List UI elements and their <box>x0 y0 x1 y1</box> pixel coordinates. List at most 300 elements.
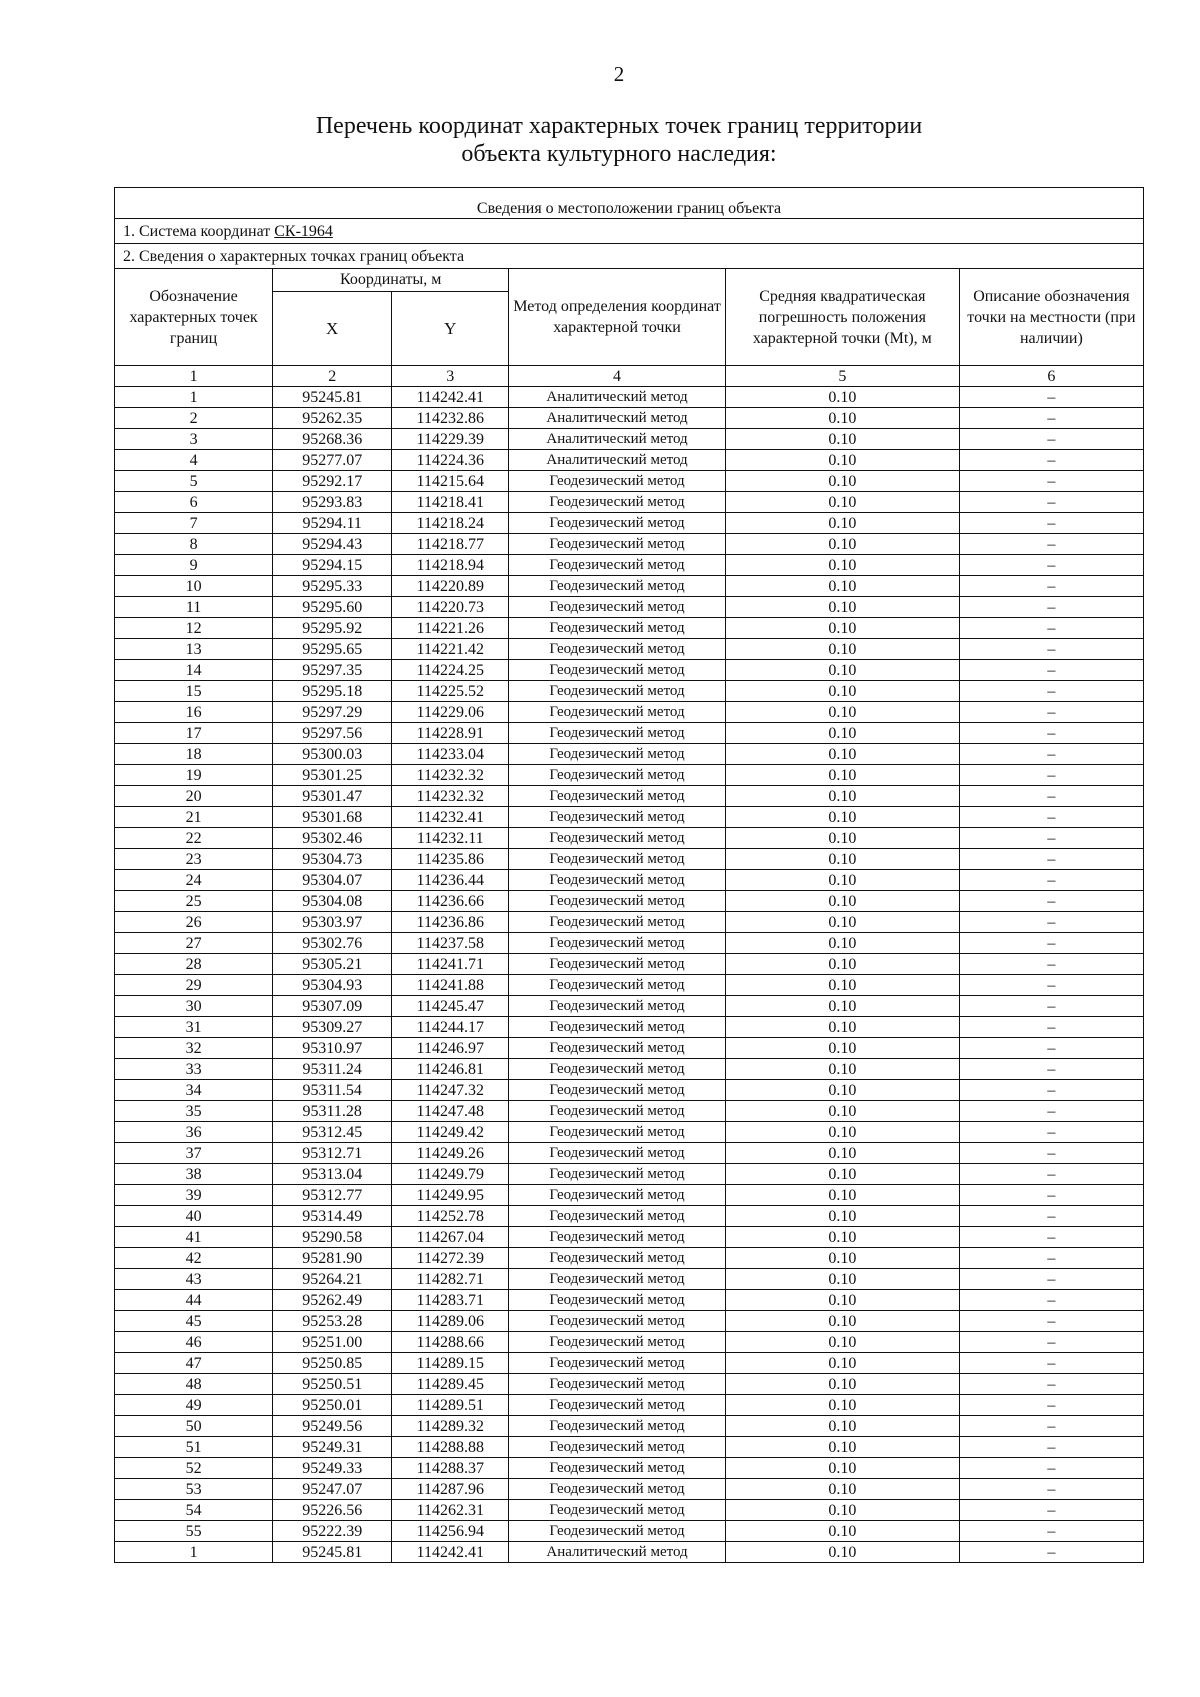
coord-x: 95301.25 <box>273 765 392 786</box>
method: Геодезический метод <box>509 1101 726 1122</box>
accuracy: 0.10 <box>725 387 959 408</box>
coord-y: 114237.58 <box>392 933 509 954</box>
accuracy: 0.10 <box>725 1437 959 1458</box>
point-number: 25 <box>115 891 273 912</box>
coord-y: 114289.51 <box>392 1395 509 1416</box>
method: Геодезический метод <box>509 597 726 618</box>
coord-y: 114215.64 <box>392 471 509 492</box>
method: Аналитический метод <box>509 1542 726 1563</box>
method: Геодезический метод <box>509 639 726 660</box>
accuracy: 0.10 <box>725 765 959 786</box>
coord-y: 114247.48 <box>392 1101 509 1122</box>
table-row <box>115 1458 1144 1479</box>
point-number: 31 <box>115 1017 273 1038</box>
accuracy: 0.10 <box>725 576 959 597</box>
coord-y: 114224.25 <box>392 660 509 681</box>
method: Геодезический метод <box>509 492 726 513</box>
table-row <box>115 1101 1144 1122</box>
coord-y: 114256.94 <box>392 1521 509 1542</box>
coord-y: 114249.95 <box>392 1185 509 1206</box>
coord-x: 95305.21 <box>273 954 392 975</box>
coord-x: 95295.60 <box>273 597 392 618</box>
coord-x: 95312.77 <box>273 1185 392 1206</box>
table-row <box>115 1374 1144 1395</box>
method: Аналитический метод <box>509 387 726 408</box>
method: Геодезический метод <box>509 1080 726 1101</box>
description: – <box>959 1059 1143 1080</box>
description: – <box>959 597 1143 618</box>
description: – <box>959 744 1143 765</box>
coord-y: 114289.32 <box>392 1416 509 1437</box>
table-row <box>115 702 1144 723</box>
point-number: 38 <box>115 1164 273 1185</box>
coord-x: 95247.07 <box>273 1479 392 1500</box>
description: – <box>959 912 1143 933</box>
table-row <box>115 513 1144 534</box>
point-number: 33 <box>115 1059 273 1080</box>
coord-x: 95304.07 <box>273 870 392 891</box>
table-row <box>115 387 1144 408</box>
header-designation: Обозначение характерных точек границ <box>115 269 273 366</box>
table-row <box>115 1416 1144 1437</box>
method: Геодезический метод <box>509 1521 726 1542</box>
coord-x: 95297.56 <box>273 723 392 744</box>
accuracy: 0.10 <box>725 639 959 660</box>
table-row <box>115 1521 1144 1542</box>
description: – <box>959 975 1143 996</box>
coord-x: 95300.03 <box>273 744 392 765</box>
table-row <box>115 1311 1144 1332</box>
header-accuracy: Средняя квадратическая погрешность положения характерной точки (Mt), м <box>725 269 959 366</box>
coord-y: 114246.81 <box>392 1059 509 1080</box>
method: Геодезический метод <box>509 1122 726 1143</box>
coord-x: 95311.28 <box>273 1101 392 1122</box>
description: – <box>959 702 1143 723</box>
accuracy: 0.10 <box>725 1185 959 1206</box>
table-row <box>115 1479 1144 1500</box>
accuracy: 0.10 <box>725 933 959 954</box>
coord-y: 114272.39 <box>392 1248 509 1269</box>
method: Геодезический метод <box>509 1416 726 1437</box>
table-row <box>115 1185 1144 1206</box>
table-row <box>115 1164 1144 1185</box>
description: – <box>959 1521 1143 1542</box>
coord-y: 114288.88 <box>392 1437 509 1458</box>
description: – <box>959 492 1143 513</box>
coord-x: 95264.21 <box>273 1269 392 1290</box>
coord-y: 114221.42 <box>392 639 509 660</box>
coord-y: 114282.71 <box>392 1269 509 1290</box>
method: Геодезический метод <box>509 912 726 933</box>
description: – <box>959 849 1143 870</box>
method: Геодезический метод <box>509 1143 726 1164</box>
method: Геодезический метод <box>509 1248 726 1269</box>
point-number: 53 <box>115 1479 273 1500</box>
description: – <box>959 1269 1143 1290</box>
table-row <box>115 849 1144 870</box>
description: – <box>959 1437 1143 1458</box>
accuracy: 0.10 <box>725 1248 959 1269</box>
coord-x: 95302.46 <box>273 828 392 849</box>
coord-y: 114235.86 <box>392 849 509 870</box>
column-number: 1 <box>115 366 273 387</box>
method: Геодезический метод <box>509 996 726 1017</box>
method: Геодезический метод <box>509 1479 726 1500</box>
method: Геодезический метод <box>509 1500 726 1521</box>
coord-x: 95310.97 <box>273 1038 392 1059</box>
method: Геодезический метод <box>509 933 726 954</box>
table-row <box>115 1059 1144 1080</box>
coord-y: 114229.39 <box>392 429 509 450</box>
description: – <box>959 1332 1143 1353</box>
coord-y: 114288.37 <box>392 1458 509 1479</box>
coord-y: 114288.66 <box>392 1332 509 1353</box>
accuracy: 0.10 <box>725 1164 959 1185</box>
description: – <box>959 471 1143 492</box>
coord-x: 95312.71 <box>273 1143 392 1164</box>
point-number: 17 <box>115 723 273 744</box>
table-row <box>115 954 1144 975</box>
coord-y: 114229.06 <box>392 702 509 723</box>
table-row <box>115 723 1144 744</box>
coord-y: 114233.04 <box>392 744 509 765</box>
point-number: 52 <box>115 1458 273 1479</box>
table-row <box>115 618 1144 639</box>
coord-x: 95307.09 <box>273 996 392 1017</box>
method: Аналитический метод <box>509 429 726 450</box>
accuracy: 0.10 <box>725 492 959 513</box>
coord-y: 114289.45 <box>392 1374 509 1395</box>
point-number: 35 <box>115 1101 273 1122</box>
description: – <box>959 1206 1143 1227</box>
coord-y: 114218.41 <box>392 492 509 513</box>
accuracy: 0.10 <box>725 807 959 828</box>
method: Геодезический метод <box>509 1269 726 1290</box>
table-row <box>115 975 1144 996</box>
coord-x: 95245.81 <box>273 387 392 408</box>
coord-x: 95245.81 <box>273 1542 392 1563</box>
method: Геодезический метод <box>509 681 726 702</box>
accuracy: 0.10 <box>725 1101 959 1122</box>
table-row <box>115 1080 1144 1101</box>
table-row <box>115 744 1144 765</box>
accuracy: 0.10 <box>725 912 959 933</box>
coord-x: 95290.58 <box>273 1227 392 1248</box>
coord-y: 114287.96 <box>392 1479 509 1500</box>
point-number: 54 <box>115 1500 273 1521</box>
coord-y: 114242.41 <box>392 1542 509 1563</box>
description: – <box>959 870 1143 891</box>
method: Геодезический метод <box>509 975 726 996</box>
method: Геодезический метод <box>509 534 726 555</box>
table-row <box>115 870 1144 891</box>
accuracy: 0.10 <box>725 534 959 555</box>
description: – <box>959 576 1143 597</box>
table-row <box>115 681 1144 702</box>
method: Геодезический метод <box>509 1437 726 1458</box>
coord-x: 95297.35 <box>273 660 392 681</box>
description: – <box>959 1017 1143 1038</box>
point-number: 34 <box>115 1080 273 1101</box>
accuracy: 0.10 <box>725 1479 959 1500</box>
column-number: 2 <box>273 366 392 387</box>
point-number: 21 <box>115 807 273 828</box>
accuracy: 0.10 <box>725 471 959 492</box>
coord-y: 114236.66 <box>392 891 509 912</box>
coord-x: 95262.49 <box>273 1290 392 1311</box>
table-row <box>115 912 1144 933</box>
coord-x: 95297.29 <box>273 702 392 723</box>
point-number: 15 <box>115 681 273 702</box>
table-row <box>115 408 1144 429</box>
description: – <box>959 723 1143 744</box>
table-row <box>115 639 1144 660</box>
table-row <box>115 660 1144 681</box>
point-number: 29 <box>115 975 273 996</box>
accuracy: 0.10 <box>725 1269 959 1290</box>
accuracy: 0.10 <box>725 723 959 744</box>
table-row <box>115 891 1144 912</box>
point-number: 49 <box>115 1395 273 1416</box>
point-number: 27 <box>115 933 273 954</box>
table-caption: Сведения о местоположении границ объекта <box>115 188 1144 219</box>
method: Геодезический метод <box>509 1059 726 1080</box>
method: Геодезический метод <box>509 702 726 723</box>
table-row <box>115 786 1144 807</box>
point-number: 16 <box>115 702 273 723</box>
coord-y: 114249.26 <box>392 1143 509 1164</box>
point-number: 24 <box>115 870 273 891</box>
point-number: 43 <box>115 1269 273 1290</box>
point-number: 23 <box>115 849 273 870</box>
coord-y: 114249.79 <box>392 1164 509 1185</box>
coord-x: 95262.35 <box>273 408 392 429</box>
accuracy: 0.10 <box>725 1521 959 1542</box>
point-number: 44 <box>115 1290 273 1311</box>
accuracy: 0.10 <box>725 1059 959 1080</box>
method: Геодезический метод <box>509 1206 726 1227</box>
coord-x: 95309.27 <box>273 1017 392 1038</box>
coord-x: 95295.33 <box>273 576 392 597</box>
coord-x: 95277.07 <box>273 450 392 471</box>
point-number: 50 <box>115 1416 273 1437</box>
table-row <box>115 1017 1144 1038</box>
coord-x: 95249.31 <box>273 1437 392 1458</box>
accuracy: 0.10 <box>725 660 959 681</box>
method: Геодезический метод <box>509 660 726 681</box>
coord-x: 95250.85 <box>273 1353 392 1374</box>
coord-x: 95295.18 <box>273 681 392 702</box>
description: – <box>959 639 1143 660</box>
method: Аналитический метод <box>509 408 726 429</box>
coord-x: 95250.51 <box>273 1374 392 1395</box>
column-number: 6 <box>959 366 1143 387</box>
coord-y: 114267.04 <box>392 1227 509 1248</box>
table-row <box>115 576 1144 597</box>
coord-x: 95304.08 <box>273 891 392 912</box>
column-number: 4 <box>509 366 726 387</box>
point-number: 39 <box>115 1185 273 1206</box>
description: – <box>959 933 1143 954</box>
coord-y: 114236.44 <box>392 870 509 891</box>
table-row <box>115 492 1144 513</box>
method: Геодезический метод <box>509 954 726 975</box>
method: Геодезический метод <box>509 1290 726 1311</box>
coord-x: 95313.04 <box>273 1164 392 1185</box>
accuracy: 0.10 <box>725 1458 959 1479</box>
table-row <box>115 933 1144 954</box>
method: Геодезический метод <box>509 576 726 597</box>
coord-y: 114244.17 <box>392 1017 509 1038</box>
coord-y: 114289.15 <box>392 1353 509 1374</box>
accuracy: 0.10 <box>725 1206 959 1227</box>
table-row <box>115 1437 1144 1458</box>
coord-x: 95222.39 <box>273 1521 392 1542</box>
coord-x: 95303.97 <box>273 912 392 933</box>
point-number: 22 <box>115 828 273 849</box>
method: Геодезический метод <box>509 807 726 828</box>
description: – <box>959 1164 1143 1185</box>
coord-y: 114262.31 <box>392 1500 509 1521</box>
coord-y: 114232.86 <box>392 408 509 429</box>
accuracy: 0.10 <box>725 828 959 849</box>
point-number: 26 <box>115 912 273 933</box>
coord-x: 95304.93 <box>273 975 392 996</box>
coord-x: 95249.33 <box>273 1458 392 1479</box>
method: Геодезический метод <box>509 765 726 786</box>
coord-y: 114236.86 <box>392 912 509 933</box>
accuracy: 0.10 <box>725 1080 959 1101</box>
table-row <box>115 1500 1144 1521</box>
accuracy: 0.10 <box>725 1311 959 1332</box>
point-number: 51 <box>115 1437 273 1458</box>
coord-y: 114289.06 <box>392 1311 509 1332</box>
description: – <box>959 828 1143 849</box>
accuracy: 0.10 <box>725 870 959 891</box>
accuracy: 0.10 <box>725 1038 959 1059</box>
accuracy: 0.10 <box>725 1122 959 1143</box>
table-row <box>115 1542 1144 1563</box>
description: – <box>959 1038 1143 1059</box>
description: – <box>959 1311 1143 1332</box>
point-number: 20 <box>115 786 273 807</box>
column-numbers-row <box>115 366 1144 387</box>
table-row <box>115 1143 1144 1164</box>
coord-x: 95293.83 <box>273 492 392 513</box>
point-number: 5 <box>115 471 273 492</box>
accuracy: 0.10 <box>725 1542 959 1563</box>
table-row <box>115 765 1144 786</box>
table-row <box>115 534 1144 555</box>
description: – <box>959 1416 1143 1437</box>
accuracy: 0.10 <box>725 513 959 534</box>
page-number: 2 <box>613 62 625 86</box>
description: – <box>959 429 1143 450</box>
point-number: 19 <box>115 765 273 786</box>
point-number: 4 <box>115 450 273 471</box>
point-number: 12 <box>115 618 273 639</box>
description: – <box>959 1185 1143 1206</box>
coord-y: 114242.41 <box>392 387 509 408</box>
table-row <box>115 555 1144 576</box>
description: – <box>959 534 1143 555</box>
method: Геодезический метод <box>509 891 726 912</box>
description: – <box>959 765 1143 786</box>
method: Геодезический метод <box>509 744 726 765</box>
coord-x: 95268.36 <box>273 429 392 450</box>
accuracy: 0.10 <box>725 597 959 618</box>
coord-y: 114220.73 <box>392 597 509 618</box>
method: Геодезический метод <box>509 1017 726 1038</box>
table-row <box>115 1227 1144 1248</box>
coord-x: 95281.90 <box>273 1248 392 1269</box>
description: – <box>959 513 1143 534</box>
accuracy: 0.10 <box>725 681 959 702</box>
description: – <box>959 786 1143 807</box>
coord-x: 95294.11 <box>273 513 392 534</box>
accuracy: 0.10 <box>725 891 959 912</box>
coord-y: 114241.88 <box>392 975 509 996</box>
method: Геодезический метод <box>509 1164 726 1185</box>
accuracy: 0.10 <box>725 618 959 639</box>
coord-y: 114246.97 <box>392 1038 509 1059</box>
point-number: 3 <box>115 429 273 450</box>
table-row <box>115 996 1144 1017</box>
accuracy: 0.10 <box>725 1332 959 1353</box>
point-number: 55 <box>115 1521 273 1542</box>
accuracy: 0.10 <box>725 996 959 1017</box>
point-number: 46 <box>115 1332 273 1353</box>
method: Геодезический метод <box>509 618 726 639</box>
description: – <box>959 1395 1143 1416</box>
coord-x: 95226.56 <box>273 1500 392 1521</box>
page-title <box>0 112 1200 168</box>
coord-y: 114225.52 <box>392 681 509 702</box>
coord-x: 95311.54 <box>273 1080 392 1101</box>
coord-x: 95311.24 <box>273 1059 392 1080</box>
table-row <box>115 1206 1144 1227</box>
coord-system-row <box>115 219 1144 244</box>
accuracy: 0.10 <box>725 429 959 450</box>
method: Геодезический метод <box>509 471 726 492</box>
method: Геодезический метод <box>509 849 726 870</box>
accuracy: 0.10 <box>725 1500 959 1521</box>
title-line-2: объекта культурного наследия: <box>461 141 777 167</box>
point-number: 18 <box>115 744 273 765</box>
table-row <box>115 1353 1144 1374</box>
table-row <box>115 1248 1144 1269</box>
coord-x: 95251.00 <box>273 1332 392 1353</box>
coord-y: 114218.77 <box>392 534 509 555</box>
table-row <box>115 1290 1144 1311</box>
description: – <box>959 1143 1143 1164</box>
accuracy: 0.10 <box>725 1290 959 1311</box>
accuracy: 0.10 <box>725 555 959 576</box>
description: – <box>959 1080 1143 1101</box>
coord-y: 114252.78 <box>392 1206 509 1227</box>
method: Геодезический метод <box>509 555 726 576</box>
point-number: 28 <box>115 954 273 975</box>
description: – <box>959 807 1143 828</box>
point-number: 37 <box>115 1143 273 1164</box>
method: Геодезический метод <box>509 1353 726 1374</box>
table-row <box>115 1269 1144 1290</box>
point-number: 32 <box>115 1038 273 1059</box>
description: – <box>959 954 1143 975</box>
point-number: 48 <box>115 1374 273 1395</box>
point-number: 42 <box>115 1248 273 1269</box>
method: Геодезический метод <box>509 1458 726 1479</box>
